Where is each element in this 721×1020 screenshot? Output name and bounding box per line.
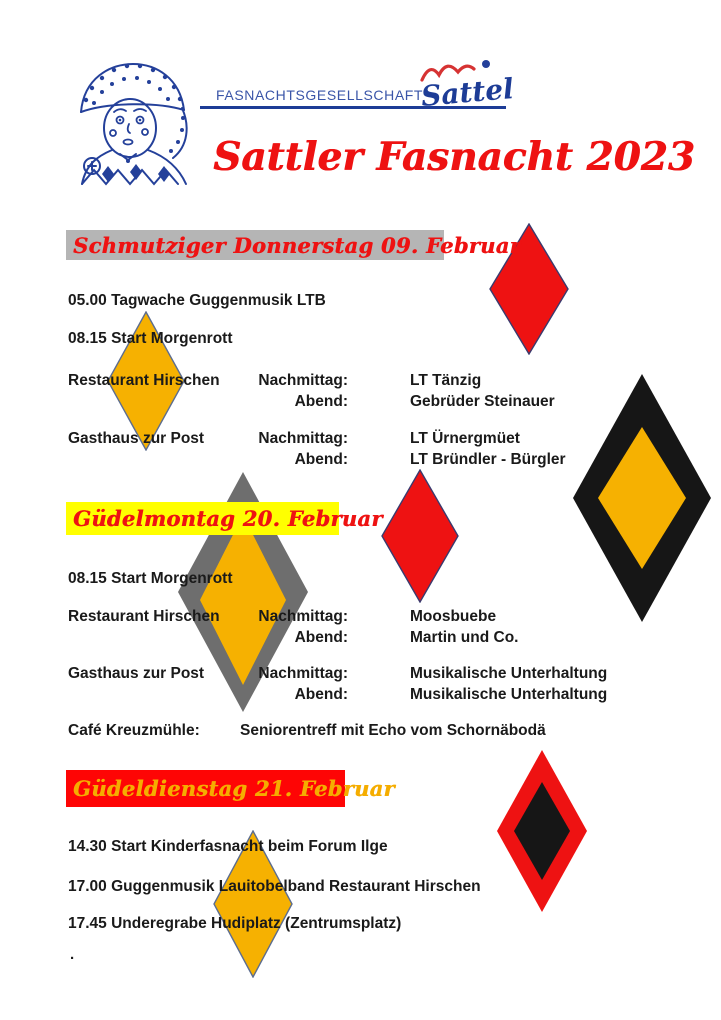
act-name: Gebrüder Steinauer bbox=[410, 393, 555, 410]
venue-name: Restaurant Hirschen bbox=[68, 372, 220, 389]
section-heading-text: Güdelmontag 20. Februar bbox=[73, 506, 383, 531]
section-heading-dienstag bbox=[66, 770, 395, 807]
slot-label: Nachmittag: bbox=[258, 608, 348, 625]
schedule-row bbox=[68, 686, 708, 704]
event-line bbox=[68, 838, 388, 856]
section-heading-donnerstag bbox=[66, 230, 521, 260]
act-name: Seniorentreff mit Echo vom Schornäbodä bbox=[240, 722, 546, 739]
act-name: Musikalische Unterhaltung bbox=[410, 686, 608, 703]
schedule-row bbox=[68, 629, 708, 647]
sattel-logo bbox=[410, 54, 520, 118]
sattel-dot-icon bbox=[482, 60, 490, 68]
jester-logo bbox=[68, 58, 202, 192]
event-line bbox=[68, 915, 401, 933]
event-text: 17.45 Underegrabe Hudiplatz (Zentrumsplatz) bbox=[68, 915, 402, 932]
schedule-row bbox=[68, 722, 708, 740]
diamond-red-middle bbox=[381, 469, 459, 603]
schedule-row bbox=[68, 608, 708, 626]
event-text: 14.30 Start Kinderfasnacht beim Forum Ilge bbox=[68, 838, 388, 855]
event-text: 05.00 Tagwache Guggenmusik LTB bbox=[68, 292, 326, 309]
slot-label: Abend: bbox=[294, 451, 348, 468]
schedule-row bbox=[68, 393, 708, 411]
venue-name: Gasthaus zur Post bbox=[68, 665, 205, 682]
event-line bbox=[68, 292, 326, 310]
schedule-row bbox=[68, 372, 708, 390]
venue-name: Restaurant Hirschen bbox=[68, 608, 220, 625]
event-line bbox=[68, 330, 233, 348]
venue-name: Gasthaus zur Post bbox=[68, 430, 205, 447]
venue-name: Café Kreuzmühle: bbox=[68, 722, 200, 739]
event-text: 08.15 Start Morgenrott bbox=[68, 570, 233, 587]
diamond-red-black-bottom-right bbox=[496, 749, 588, 913]
event-line bbox=[68, 878, 481, 896]
slot-label: Abend: bbox=[294, 686, 348, 703]
slot-label: Nachmittag: bbox=[258, 665, 348, 682]
page-title: Sattler Fasnacht 2023 bbox=[213, 134, 695, 180]
schedule-row bbox=[68, 451, 708, 469]
section-heading-montag bbox=[66, 502, 383, 535]
slot-label: Nachmittag: bbox=[258, 430, 348, 447]
act-name: Martin und Co. bbox=[410, 629, 519, 646]
schedule-row bbox=[68, 430, 708, 448]
act-name: LT Tänzig bbox=[410, 372, 482, 389]
section-heading-text: Schmutziger Donnerstag 09. Februar bbox=[73, 232, 521, 258]
brand-name: Sattel bbox=[419, 72, 515, 113]
event-text: 08.15 Start Morgenrott bbox=[68, 330, 233, 347]
event-line bbox=[68, 570, 233, 588]
schedule-row bbox=[68, 665, 708, 683]
stray-period: . bbox=[70, 946, 75, 963]
slot-label: Abend: bbox=[294, 393, 348, 410]
event-text: 17.00 Guggenmusik Lauitobelband Restaurant Hirschen bbox=[68, 878, 481, 895]
act-name: LT Bründler - Bürgler bbox=[410, 451, 566, 468]
section-heading-text: Güdeldienstag 21. Februar bbox=[73, 776, 395, 801]
org-name: FASNACHTSGESELLSCHAFT bbox=[216, 87, 424, 103]
act-name: Moosbuebe bbox=[410, 608, 497, 625]
act-name: LT Ürnergmüet bbox=[410, 430, 520, 447]
act-name: Musikalische Unterhaltung bbox=[410, 665, 608, 682]
slot-label: Nachmittag: bbox=[258, 372, 348, 389]
slot-label: Abend: bbox=[294, 629, 348, 646]
